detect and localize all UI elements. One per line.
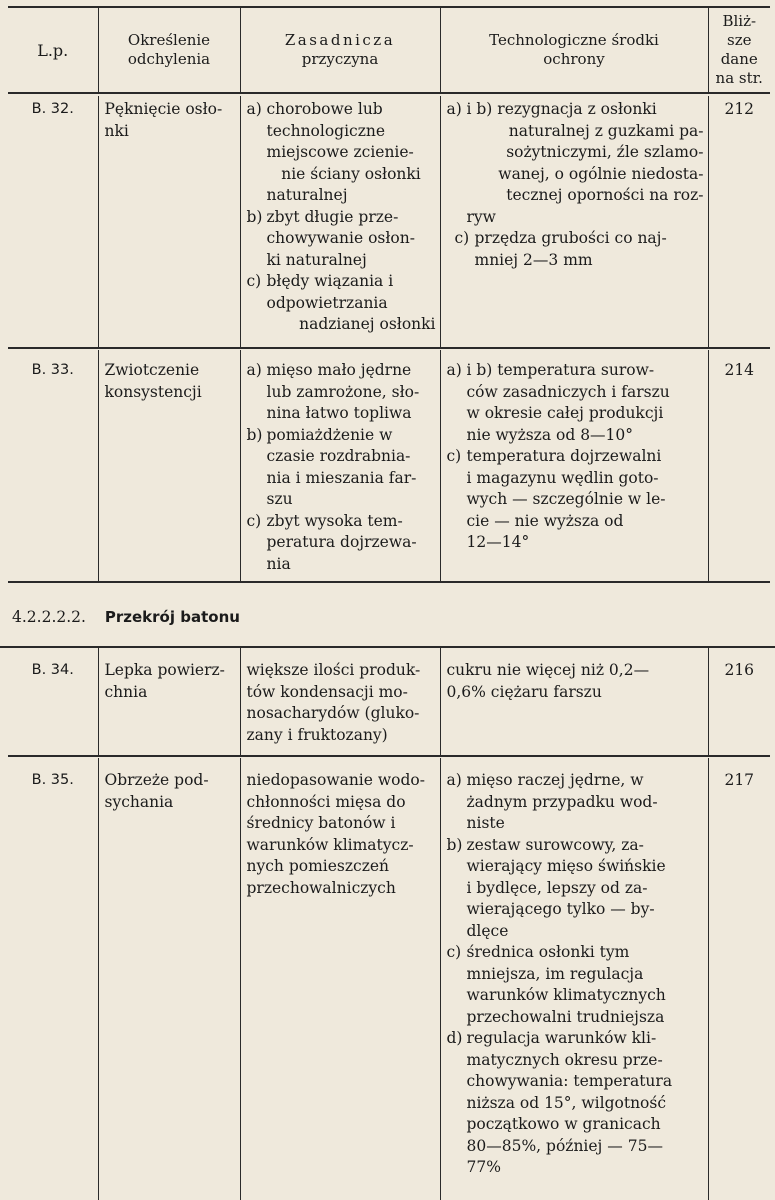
header-cause-line: przyczyna (301, 50, 379, 68)
remedy-line: i b) temperatura surow- (466, 361, 655, 379)
remedy-line: niste (466, 814, 505, 832)
deviation-line: Obrzeże pod- (104, 771, 209, 789)
header-remedy-line: ochrony (543, 50, 605, 68)
remedy-line: temperatura dojrzewalni (466, 447, 662, 465)
remedy-line: regulacja warunków kli- (466, 1029, 657, 1047)
remedy-item (447, 835, 704, 943)
remedy-line: ców zasadniczych i farszu (466, 382, 670, 401)
remedy-line: 80—85%, później — 75— (466, 1136, 663, 1155)
deviation-cell (98, 758, 240, 1200)
cause-item (247, 271, 436, 336)
row-number (8, 350, 98, 582)
remedy-line: cukru nie więcej niż 0,2— (446, 661, 650, 679)
header-cause-line: Zasadnicza (284, 31, 396, 49)
remedy-cell (440, 758, 708, 1200)
cause-item (247, 207, 436, 272)
header-deviation-line: Określenie (127, 31, 211, 49)
deviation-cell (98, 350, 240, 582)
remedy-item (447, 228, 704, 271)
remedy-line: mniejsza, im regulacja (466, 964, 644, 983)
row-number-text: B. 35. (31, 772, 74, 788)
cause-line: tów kondensacji mo- (246, 682, 408, 701)
remedy-line: średnica osłonki tym (466, 943, 630, 961)
remedy-line: wierającego tylko — by- (466, 900, 655, 918)
row-number (8, 96, 98, 348)
cause-item (247, 425, 436, 511)
item-marker: c) (246, 272, 262, 290)
row-number (8, 758, 98, 1200)
remedy-item (447, 360, 704, 446)
cause-line: ki naturalnej (266, 250, 367, 269)
remedy-item (447, 770, 704, 835)
page-ref-text: 217 (724, 771, 755, 789)
cause-line: błędy wiązania i (266, 272, 394, 290)
cause-line: nadzianej osłonki (299, 315, 436, 333)
remedy-line: 12—14° (466, 533, 530, 551)
item-marker: a) (446, 771, 462, 789)
remedy-line: wanej, o ogólnie niedosta- (498, 164, 704, 183)
remedy-line: warunków klimatycznych (466, 986, 666, 1004)
table-row-b34 (8, 648, 770, 757)
remedy-line: tecznej oporności na roz- (506, 186, 704, 204)
remedy-cell (440, 96, 708, 348)
remedy-line: i b) rezygnacja z osłonki (466, 100, 657, 118)
section-number: 4.2.2.2.2. (12, 608, 86, 626)
header-lp-text: L.p. (37, 40, 69, 60)
cause-line: nia i mieszania far- (266, 468, 417, 487)
cause-cell (240, 350, 440, 582)
cause-line: średnicy batonów i (246, 814, 396, 832)
row-number (8, 648, 98, 756)
deviation-cell (98, 96, 240, 348)
header-page-line: na str. (715, 69, 763, 87)
header-deviation (98, 7, 240, 93)
item-marker: d) (446, 1029, 463, 1047)
header-page-line: dane (720, 50, 758, 68)
remedy-line: sożytniczymi, źle szlamo- (506, 143, 704, 161)
item-marker: b) (246, 207, 263, 226)
deviation-line: nki (104, 121, 129, 140)
remedy-line: początkowo w granicach (466, 1115, 661, 1133)
cause-line: nych pomieszczeń (246, 857, 390, 875)
cause-item (247, 360, 436, 425)
cause-line: zbyt wysoka tem- (266, 511, 403, 530)
cause-line: mięso mało jędrne (266, 361, 412, 379)
section-heading (12, 608, 240, 626)
item-marker: c) (446, 943, 462, 961)
header-page-line: sze (727, 31, 752, 49)
cause-line: nina łatwo topliwa (266, 404, 412, 422)
cause-item (247, 99, 436, 207)
cause-item (247, 511, 436, 576)
remedy-item (447, 1028, 704, 1179)
remedy-item (447, 446, 704, 554)
table-header (8, 6, 770, 94)
page-ref-text: 216 (724, 661, 755, 679)
deviation-cell (98, 648, 240, 756)
cause-line: chorobowe lub (266, 100, 383, 118)
deviation-line: konsystencji (104, 382, 202, 401)
item-marker: a) (446, 100, 462, 118)
row-number-text: B. 32. (31, 101, 74, 117)
remedy-item (447, 942, 704, 1028)
table-row-b33 (8, 350, 770, 583)
remedy-line: w okresie całej produkcji (466, 404, 664, 422)
cause-line: warunków klimatycz- (246, 835, 414, 854)
remedy-line: 77% (466, 1158, 501, 1176)
remedy-line: mniej 2—3 mm (474, 250, 593, 269)
remedy-line: matycznych okresu prze- (466, 1050, 663, 1069)
deviation-line: Zwiotczenie (104, 361, 200, 379)
cause-line: lub zamrożone, sło- (266, 382, 420, 401)
cause-line: większe ilości produk- (246, 661, 421, 679)
remedy-cell (440, 648, 708, 756)
page-ref-text: 214 (724, 361, 755, 379)
row-number-text: B. 33. (31, 362, 74, 378)
remedy-line: mięso raczej jędrne, w (466, 771, 644, 789)
remedy-line: wierający mięso świńskie (466, 857, 666, 875)
header-page (708, 7, 770, 93)
header-remedy (440, 7, 708, 93)
cause-cell (240, 648, 440, 756)
item-marker: a) (246, 100, 262, 118)
item-marker: b) (446, 835, 463, 854)
item-marker: a) (446, 361, 462, 379)
page-ref (708, 96, 770, 348)
item-marker: c) (454, 229, 470, 247)
deviation-line: sychania (104, 792, 174, 811)
remedy-line: ryw (466, 207, 496, 226)
cause-line: nosacharydów (gluko- (246, 704, 420, 722)
cause-line: odpowietrzania (266, 293, 388, 312)
header-page-line: Bliż- (722, 12, 757, 30)
remedy-line: żadnym przypadku wod- (466, 792, 658, 811)
section-title: Przekrój batonu (104, 608, 240, 626)
header-cause (240, 7, 440, 93)
remedy-line: dlęce (466, 921, 509, 940)
page-ref (708, 758, 770, 1200)
cause-line: chowywanie osłon- (266, 229, 415, 247)
cause-line: miejscowe zcienie- (266, 143, 414, 161)
deviation-line: Lepka powierz- (104, 661, 225, 679)
cause-line: naturalnej (266, 186, 348, 204)
page-ref-text: 212 (724, 100, 755, 118)
table-row-b35 (8, 758, 770, 1200)
remedy-line: niższa od 15°, wilgotność (466, 1093, 667, 1112)
cause-line: nia (266, 554, 291, 573)
header-lp (8, 7, 98, 93)
item-marker: a) (246, 361, 262, 379)
cause-line: peratura dojrzewa- (266, 533, 417, 551)
cause-line: technologiczne (266, 121, 386, 140)
table-row-b32 (8, 96, 770, 349)
page-ref (708, 648, 770, 756)
cause-line: zany i fruktozany) (246, 725, 388, 744)
remedy-line: i bydlęce, lepszy od za- (466, 878, 648, 897)
header-remedy-line: Technologiczne środki (489, 31, 659, 49)
item-marker: b) (246, 425, 263, 444)
page-ref (708, 350, 770, 582)
item-marker: c) (246, 511, 262, 530)
remedy-cell (440, 350, 708, 582)
remedy-line: cie — nie wyższa od (466, 511, 624, 530)
remedy-line: naturalnej z guzkami pa- (508, 121, 704, 140)
remedy-line: i magazynu wędlin goto- (466, 468, 659, 487)
remedy-line: nie wyższa od 8—10° (466, 425, 634, 444)
cause-cell (240, 96, 440, 348)
cause-line: czasie rozdrabnia- (266, 447, 411, 465)
cause-line: chłonności mięsa do (246, 792, 406, 811)
cause-line: przechowalniczych (246, 878, 396, 897)
cause-cell (240, 758, 440, 1200)
cause-line: zbyt długie prze- (266, 207, 399, 226)
remedy-line: 0,6% ciężaru farszu (446, 682, 602, 701)
cause-line: pomiażdżenie w (266, 425, 393, 444)
cause-line: niedopasowanie wodo- (246, 771, 425, 789)
remedy-line: przędza grubości co naj- (474, 229, 667, 247)
remedy-line: wych — szczególnie w le- (466, 490, 666, 508)
cause-line: nie ściany osłonki (281, 164, 421, 183)
deviation-line: chnia (104, 682, 148, 701)
item-marker: c) (446, 447, 462, 465)
remedy-line: przechowalni trudniejsza (466, 1007, 665, 1026)
row-number-text: B. 34. (31, 662, 74, 678)
remedy-line: zestaw surowcowy, za- (466, 835, 644, 854)
remedy-item (447, 99, 704, 228)
deviation-line: Pęknięcie osło- (104, 100, 223, 118)
remedy-line: chowywania: temperatura (466, 1072, 673, 1090)
cause-line: szu (266, 490, 293, 508)
header-deviation-line: odchylenia (127, 50, 211, 68)
